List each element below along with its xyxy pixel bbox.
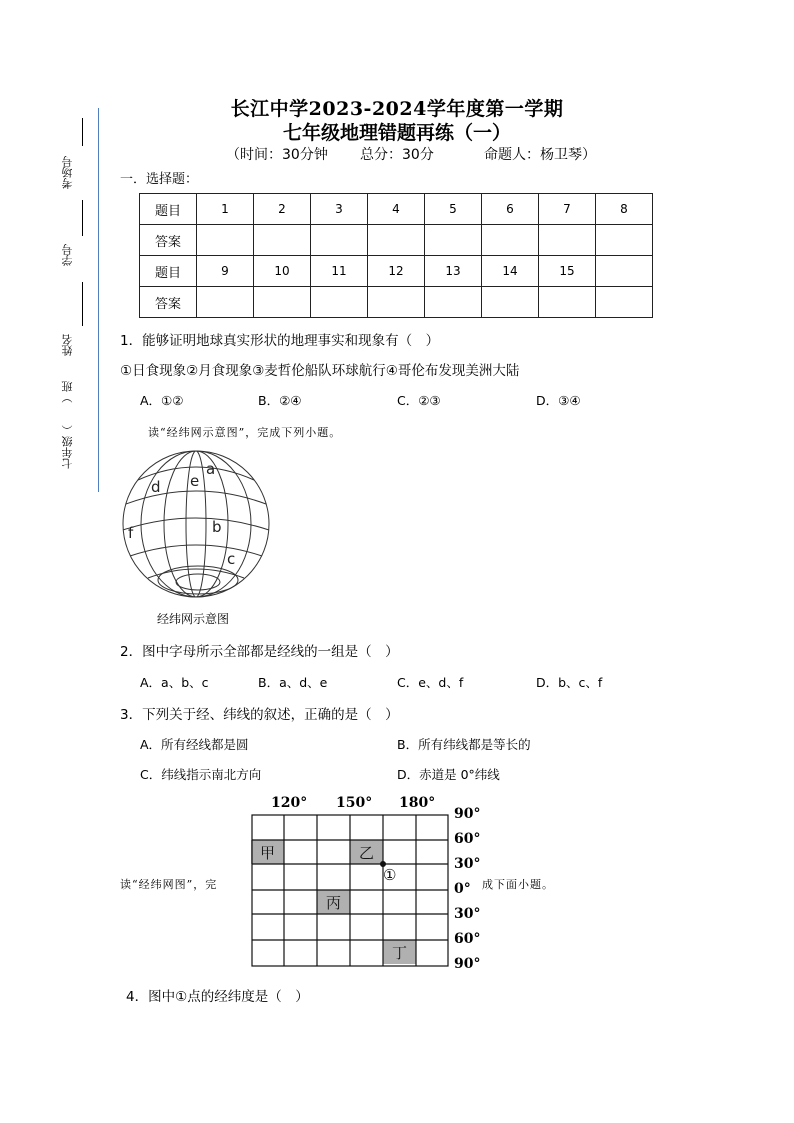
table-cell: 12	[368, 256, 425, 287]
table-cell: 14	[482, 256, 539, 287]
parallel-line	[126, 491, 266, 504]
table-row-label: 答案	[140, 287, 197, 318]
answer-cell[interactable]	[482, 225, 539, 256]
point-1-label: ①	[383, 866, 397, 884]
globe-label-d: d	[151, 478, 161, 496]
table-cell	[596, 256, 653, 287]
globe-label-b: b	[212, 518, 222, 536]
exam-score: 总分：30分	[360, 147, 434, 163]
exam-time: （时间：30分钟	[226, 147, 328, 163]
graticule-globe-figure	[118, 448, 278, 608]
parallel-line	[123, 518, 269, 530]
answer-cell[interactable]	[539, 287, 596, 318]
reading-instruction-2-left: 读“经纬网图”，完	[120, 878, 218, 891]
answer-cell[interactable]	[539, 225, 596, 256]
lon-label-120: 120°	[271, 795, 308, 811]
class-label: 七年级（ ）班	[61, 381, 74, 469]
table-cell: 15	[539, 256, 596, 287]
q1-option-c[interactable]: C．②③	[397, 393, 441, 408]
lat-lon-grid-figure	[251, 814, 449, 968]
q1-option-a[interactable]: A．①②	[140, 393, 184, 408]
page-subtitle: 七年级地理错题再练（一）	[282, 122, 511, 144]
answer-cell[interactable]	[254, 287, 311, 318]
section-heading: 一．选择题：	[120, 172, 199, 187]
parallel-line	[130, 545, 262, 556]
table-cell: 8	[596, 194, 653, 225]
q3-option-a[interactable]: A．所有经线都是圆	[140, 737, 249, 752]
cell-label-ding: 丁	[392, 944, 408, 962]
student-id-blank	[82, 200, 83, 236]
table-row-label: 答案	[140, 225, 197, 256]
cell-label-jia: 甲	[260, 844, 276, 862]
answer-cell[interactable]	[596, 287, 653, 318]
answer-cell[interactable]	[425, 287, 482, 318]
table-cell: 11	[311, 256, 368, 287]
q2-option-b[interactable]: B．a、d、e	[258, 675, 328, 690]
answer-cell[interactable]	[482, 287, 539, 318]
lat-label-30n: 30°	[454, 856, 481, 872]
table-cell: 6	[482, 194, 539, 225]
answer-cell[interactable]	[197, 287, 254, 318]
reading-instruction-2-right: 成下面小题。	[482, 878, 554, 891]
lon-label-180: 180°	[399, 795, 436, 811]
answer-table	[139, 193, 653, 318]
table-cell: 1	[197, 194, 254, 225]
student-id-label: 学号	[61, 244, 74, 266]
question-2-stem: 2．图中字母所示全部都是经线的一组是（ ）	[120, 644, 399, 660]
globe-caption: 经纬网示意图	[157, 612, 230, 626]
answer-cell[interactable]	[368, 287, 425, 318]
q1-option-d[interactable]: D．③④	[536, 393, 581, 408]
question-3-stem: 3．下列关于经、纬线的叙述，正确的是（ ）	[120, 707, 399, 723]
question-1-stem: 1．能够证明地球真实形状的地理事实和现象有（ ）	[120, 333, 440, 349]
table-row	[140, 256, 653, 287]
page-title: 长江中学2023-2024学年度第一学期	[230, 98, 564, 120]
answer-cell[interactable]	[254, 225, 311, 256]
cell-label-bing: 丙	[326, 894, 342, 912]
lon-label-150: 150°	[336, 795, 373, 811]
table-cell: 5	[425, 194, 482, 225]
globe-label-f: f	[128, 524, 134, 542]
table-cell: 2	[254, 194, 311, 225]
parallel-ellipse	[176, 574, 220, 590]
table-cell: 13	[425, 256, 482, 287]
q3-option-c[interactable]: C．纬线指示南北方向	[140, 767, 262, 782]
name-label: 姓名	[61, 334, 74, 356]
table-row-label: 题目	[140, 194, 197, 225]
table-row-label: 题目	[140, 256, 197, 287]
exam-author: 命题人：杨卫琴）	[484, 147, 596, 163]
answer-cell[interactable]	[311, 225, 368, 256]
globe-label-c: c	[227, 550, 236, 568]
globe-label-a: a	[206, 460, 216, 478]
question-1-items: ①日食现象②月食现象③麦哲伦船队环球航行④哥伦布发现美洲大陆	[120, 363, 520, 379]
globe-label-e: e	[190, 472, 200, 490]
cell-label-yi: 乙	[359, 844, 375, 862]
table-cell: 3	[311, 194, 368, 225]
q2-option-d[interactable]: D．b、c、f	[536, 675, 603, 690]
lat-label-60s: 60°	[454, 931, 481, 947]
reading-instruction-1: 读“经纬网示意图”，完成下列小题。	[148, 426, 342, 439]
lat-label-30s: 30°	[454, 906, 481, 922]
table-cell: 4	[368, 194, 425, 225]
table-row	[140, 225, 653, 256]
q2-option-a[interactable]: A．a、b、c	[140, 675, 209, 690]
table-cell: 7	[539, 194, 596, 225]
lat-label-90s: 90°	[454, 956, 481, 972]
answer-cell[interactable]	[596, 225, 653, 256]
answer-cell[interactable]	[197, 225, 254, 256]
name-blank	[82, 282, 83, 326]
q2-option-c[interactable]: C．e、d、f	[397, 675, 464, 690]
lat-label-0: 0°	[454, 881, 471, 897]
table-row	[140, 287, 653, 318]
binding-line	[98, 108, 99, 492]
answer-cell[interactable]	[425, 225, 482, 256]
lat-label-60n: 60°	[454, 831, 481, 847]
q1-option-b[interactable]: B．②④	[258, 393, 302, 408]
table-cell: 9	[197, 256, 254, 287]
answer-cell[interactable]	[368, 225, 425, 256]
question-4-stem: 4．图中①点的经纬度是（ ）	[126, 989, 309, 1005]
lat-label-90n: 90°	[454, 806, 481, 822]
table-cell: 10	[254, 256, 311, 287]
table-row	[140, 194, 653, 225]
answer-cell[interactable]	[311, 287, 368, 318]
q3-option-d[interactable]: D．赤道是 0°纬线	[397, 767, 500, 782]
exam-room-label: 考场号	[61, 156, 74, 190]
q3-option-b[interactable]: B．所有纬线都是等长的	[397, 737, 531, 752]
